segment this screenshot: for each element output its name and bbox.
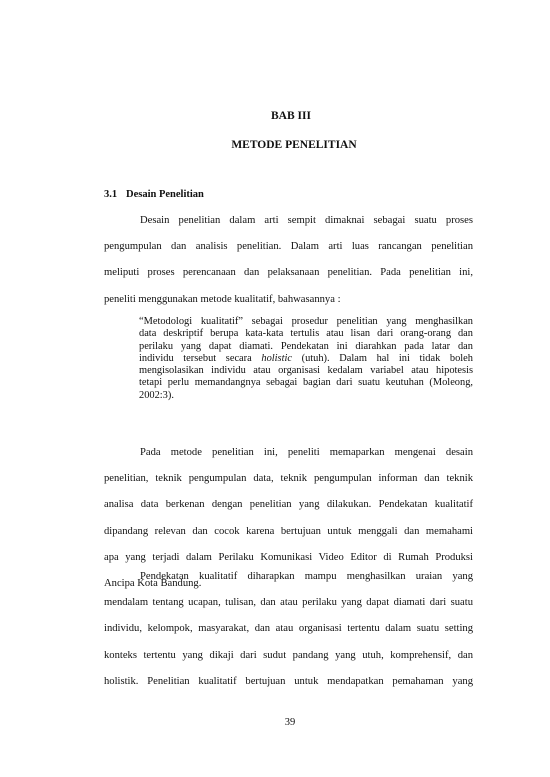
paragraph-line: Pada metode penelitian ini, peneliti memaparkan mengenai desain xyxy=(140,447,473,458)
quote-line: data deskriptif berupa kata-kata tertulis atau lisan dari orang-orang dan xyxy=(139,328,473,340)
paragraph-3 xyxy=(104,564,473,695)
paragraph-line: Pendekatan kualitatif diharapkan mampu menghasilkan uraian yang xyxy=(140,571,473,582)
chapter-title: METODE PENELITIAN xyxy=(231,139,357,151)
paragraph-line: penelitian, teknik pengumpulan data, teknik pengumpulan informan dan teknik xyxy=(104,473,473,485)
paragraph-line: Ancipa Kota Bandung. xyxy=(104,578,202,590)
quote-text: individu tersebut secara xyxy=(139,352,262,364)
paragraph-line: apa yang terjadi dalam Perilaku Komunikasi Video Editor di Rumah Produksi xyxy=(104,551,473,563)
paragraph-line: holistik. Penelitian kualitatif bertujuan untuk mendapatkan pemahaman yang xyxy=(104,675,473,687)
paragraph-line: konteks tertentu yang dikaji dari sudut pandang yang utuh, komprehensif, dan xyxy=(104,649,473,661)
paragraph-line: meliputi proses perencanaan dan pelaksanaan penelitian. Pada penelitian ini, xyxy=(104,267,473,279)
paragraph-line: pengumpulan dan analisis penelitian. Dalam arti luas rancangan penelitian xyxy=(104,241,473,253)
paragraph-line: individu, kelompok, masyarakat, dan atau organisasi tertentu dalam suatu setting xyxy=(104,623,473,635)
section-heading xyxy=(104,189,204,200)
paragraph-line: Desain penelitian dalam arti sempit dimaknai sebagai suatu proses xyxy=(140,215,473,226)
paragraph-line: mendalam tentang ucapan, tulisan, dan atau perilaku yang dapat diamati dari suatu xyxy=(104,597,473,609)
quote-line xyxy=(139,353,473,365)
quote-line: 2002:3). xyxy=(139,389,174,401)
paragraph-1 xyxy=(104,208,473,313)
quote-line: perilaku yang dapat diamati. Pendekatan ini diarahkan pada latar dan xyxy=(139,340,473,352)
quote-line: tetapi perlu memandangnya sebagai bagian dari suatu keutuhan (Moleong, xyxy=(139,377,473,389)
quote-text: (utuh). Dalam hal ini tidak boleh xyxy=(291,352,473,364)
paragraph-line: peneliti menggunakan metode kualitatif, bahwasannya : xyxy=(104,293,341,305)
quote-italic-term: holistic xyxy=(261,352,292,364)
paragraph-line: analisa data berkenan dengan penelitian yang dilakukan. Pendekatan kualitatif xyxy=(104,499,473,511)
block-quote xyxy=(139,316,473,402)
section-number: 3.1 xyxy=(104,189,118,200)
page-number: 39 xyxy=(284,717,296,728)
paragraph-line: dipandang relevan dan cocok karena bertujuan untuk menggali dan memahami xyxy=(104,525,473,537)
section-title: Desain Penelitian xyxy=(126,189,204,200)
quote-line: mengisolasikan individu atau organisasi kedalam variabel atau hipotesis xyxy=(139,365,473,377)
chapter-heading: BAB III xyxy=(271,110,311,122)
quote-line: “Metodologi kualitatif” sebagai prosedur penelitian yang menghasilkan xyxy=(139,316,473,327)
